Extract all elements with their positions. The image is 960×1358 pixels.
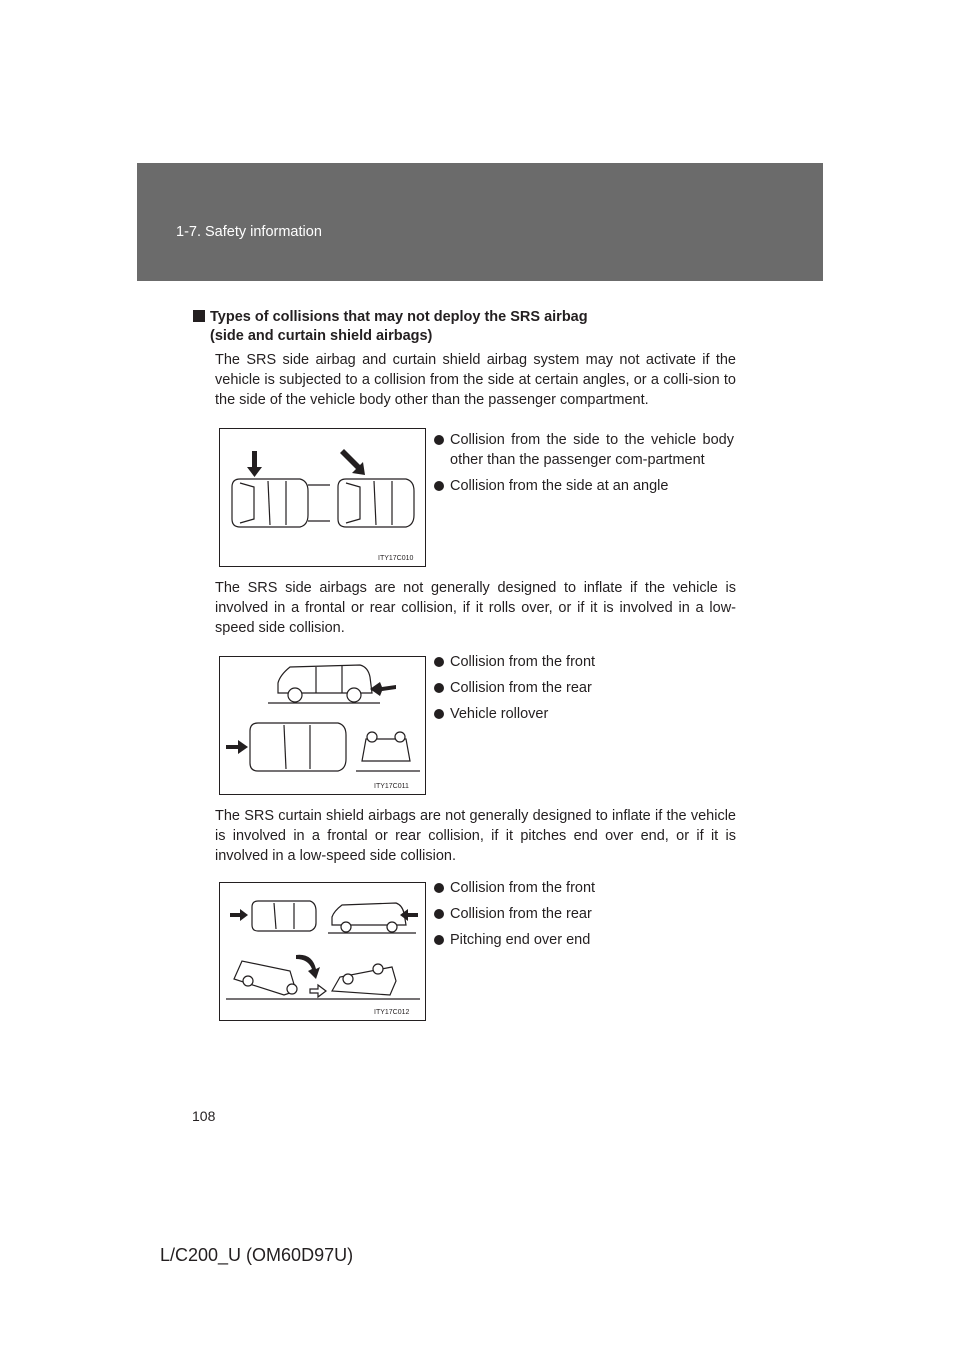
list-item: Collision from the rear bbox=[434, 678, 734, 698]
bullet-list-2 bbox=[434, 652, 734, 730]
figure-code: ITY17C012 bbox=[374, 1009, 410, 1016]
figure-side-collision bbox=[219, 428, 426, 567]
paragraph-2: The SRS side airbags are not generally designed to inflate if the vehicle is involved in a frontal or rear collision, if it rolls over, or if it is involved in a low-speed side collision. bbox=[215, 580, 736, 636]
bullet-icon bbox=[434, 683, 444, 693]
list-item: Collision from the front bbox=[434, 652, 734, 672]
heading-line-2: (side and curtain shield airbags) bbox=[210, 328, 433, 344]
side-collision-illustration bbox=[220, 429, 425, 566]
list-item: Collision from the side at an angle bbox=[434, 476, 734, 496]
section-title: 1-7. Safety information bbox=[176, 224, 322, 240]
header-bar bbox=[137, 163, 823, 281]
subsection-heading bbox=[193, 308, 588, 346]
list-item: Vehicle rollover bbox=[434, 704, 734, 724]
bullet-list-1 bbox=[434, 430, 734, 502]
impact-arrows bbox=[247, 449, 365, 477]
list-item: Collision from the front bbox=[434, 878, 734, 898]
bullet-list-3 bbox=[434, 878, 734, 956]
figure-front-rear-rollover bbox=[219, 656, 426, 795]
paragraph-3: The SRS curtain shield airbags are not generally designed to inflate if the vehicle is involved in a frontal or rear collision, if it pitches end over end, or if it is involved in a low-speed side collision. bbox=[215, 808, 736, 864]
bullet-icon bbox=[434, 657, 444, 667]
bullet-icon bbox=[434, 909, 444, 919]
bullet-icon bbox=[434, 435, 444, 445]
pitching-illustration bbox=[220, 883, 425, 1020]
paragraph-1: The SRS side airbag and curtain shield airbag system may not activate if the vehicle is subjected to a collision from the side at certain angles, or a colli-sion to the side of the vehicle body other than the passenger compartment. bbox=[215, 352, 736, 408]
footer-code: L/C200_U (OM60D97U) bbox=[160, 1245, 354, 1265]
bullet-icon bbox=[434, 481, 444, 491]
bullet-icon bbox=[434, 883, 444, 893]
list-item: Collision from the side to the vehicle body other than the passenger com-partment bbox=[434, 430, 734, 470]
bullet-icon bbox=[434, 935, 444, 945]
square-bullet-icon bbox=[193, 310, 205, 322]
figure-code: ITY17C011 bbox=[374, 783, 409, 790]
page-number: 108 bbox=[192, 1108, 216, 1124]
figure-pitching bbox=[219, 882, 426, 1021]
front-rear-rollover-illustration bbox=[220, 657, 425, 794]
bullet-icon bbox=[434, 709, 444, 719]
list-item: Pitching end over end bbox=[434, 930, 734, 950]
figure-code: ITY17C010 bbox=[378, 555, 414, 562]
heading-line-1: Types of collisions that may not deploy the SRS airbag bbox=[210, 309, 588, 325]
list-item: Collision from the rear bbox=[434, 904, 734, 924]
